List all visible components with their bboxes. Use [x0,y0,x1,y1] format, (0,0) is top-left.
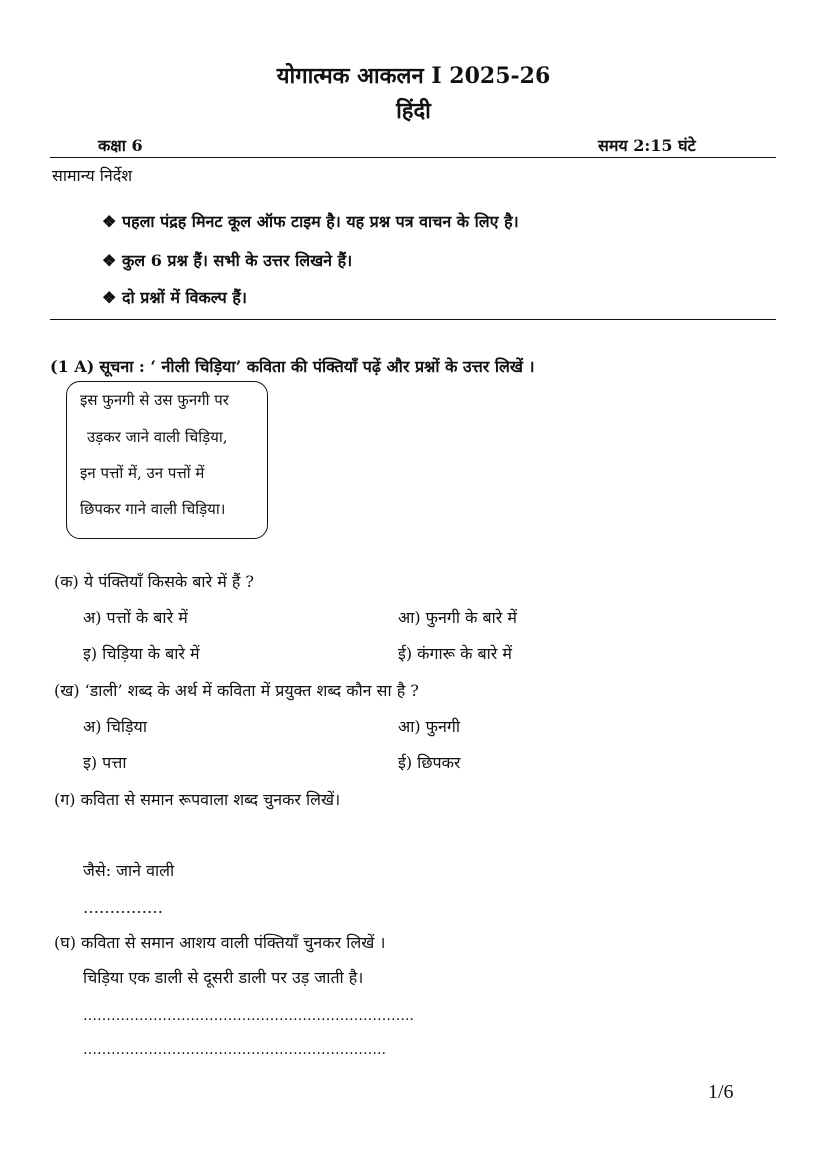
sub-question-gha: (घ) कविता से समान आशय वाली पंक्तियाँ चुनकर लिखें । [54,933,386,952]
question-number: (1 A) [50,357,95,376]
sub-question-ka: (क) ये पंक्तियाँ किसके बारे में हैं ? [54,572,255,591]
option-aa: आ) फुनगी [398,717,461,736]
bullet-diamond-icon: ❖ [102,251,117,270]
instruction-item [102,286,247,308]
question-1a [50,355,535,377]
poem-line: छिपकर गाने वाली चिड़िया। [80,500,226,518]
class-label: कक्षा 6 [98,136,143,155]
question-prompt: सूचना : ‘ नीली चिड़िया’ कविता की पंक्तियाँ पढ़ें और प्रश्नों के उत्तर लिखें । [99,357,535,376]
poem-line: उड़कर जाने वाली चिड़िया, [87,428,228,446]
example-text: जैसे: जाने वाली [83,861,175,880]
bullet-diamond-icon: ❖ [102,212,117,231]
instruction-text: पहला पंद्रह मिनट कूल ऑफ टाइम है। यह प्रश्न पत्र वाचन के लिए है। [122,212,519,231]
statement-text: चिड़िया एक डाली से दूसरी डाली पर उड़ जाती है। [83,968,364,987]
answer-blank[interactable]: ……………………………………………………….. [83,1042,386,1058]
instructions-heading: सामान्य निर्देश [52,166,133,185]
option-i: इ) चिड़िया के बारे में [83,644,200,663]
bullet-diamond-icon: ❖ [102,288,117,307]
instruction-text: कुल 6 प्रश्न हैं। सभी के उत्तर लिखने हैं। [122,251,353,270]
option-a: अ) चिड़िया [83,717,147,736]
instructions-divider [50,319,776,320]
page-number: 1/6 [708,1081,734,1103]
header-divider [50,157,776,158]
sub-question-kha: (ख) ‘डाली’ शब्द के अर्थ में कविता में प्रयुक्त शब्द कौन सा है ? [54,681,419,700]
instruction-text: दो प्रश्नों में विकल्प हैं। [122,288,247,307]
option-ii: ई) छिपकर [398,753,461,772]
instruction-item [102,249,352,271]
time-label: समय 2:15 घंटे [598,136,696,155]
poem-line: इस फुनगी से उस फुनगी पर [80,391,229,409]
instruction-item [102,210,519,232]
option-a: अ) पत्तों के बारे में [83,608,188,627]
answer-blank[interactable]: …………………………………………………………….. [83,1008,414,1024]
answer-blank[interactable]: …………… [83,898,163,917]
subject-title: हिंदी [396,98,431,124]
sub-question-ga: (ग) कविता से समान रूपवाला शब्द चुनकर लिखें। [54,790,341,809]
option-ii: ई) कंगारू के बारे में [398,644,512,663]
option-aa: आ) फुनगी के बारे में [398,608,517,627]
exam-title: योगात्मक आकलन I 2025-26 [276,63,551,89]
option-i: इ) पत्ता [83,753,127,772]
poem-line: इन पत्तों में, उन पत्तों में [80,464,205,482]
